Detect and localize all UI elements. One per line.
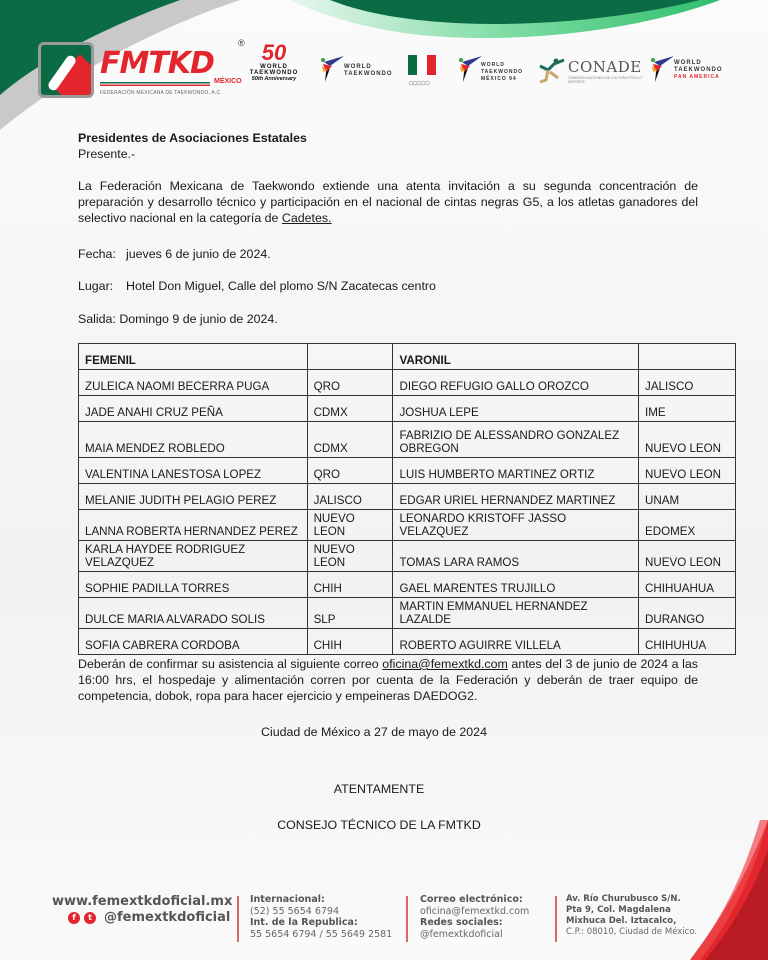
logos-row xyxy=(38,40,738,100)
website-link[interactable]: www.femextkdoficial.mx xyxy=(52,894,233,909)
footer xyxy=(0,890,768,950)
footer-divider xyxy=(555,896,557,942)
femenil-name-cell: LANNA ROBERTA HERNANDEZ PEREZ xyxy=(79,510,308,541)
wtp-line1: WORLD xyxy=(674,60,702,66)
address-line3: Mixhuca Del. Iztacalco, xyxy=(566,916,677,926)
intl-label: Internacional: xyxy=(250,894,325,905)
header-femenil-state xyxy=(307,344,393,370)
wtm-line2: TAEKWONDO xyxy=(481,69,523,75)
lugar-value: Hotel Don Miguel, Calle del plomo S/N Zacatecas centro xyxy=(126,279,436,293)
femenil-name-cell: KARLA HAYDEE RODRIGUEZ VELAZQUEZ xyxy=(79,541,308,572)
femenil-name-cell: MAIA MENDEZ ROBLEDO xyxy=(79,422,308,458)
table-row xyxy=(79,458,736,484)
femenil-state-cell: CDMX xyxy=(307,396,393,422)
wtm-line3: MÉXICO 94 xyxy=(481,76,517,82)
header-femenil: FEMENIL xyxy=(79,344,308,370)
olympic-rings-icon: ○○○○○ xyxy=(408,78,429,89)
confirmation-paragraph xyxy=(78,656,698,704)
salida-line: Salida: Domingo 9 de junio de 2024. xyxy=(78,312,278,326)
wt50-line1: WORLD xyxy=(260,64,288,70)
footer-email[interactable]: oficina@femextkd.com xyxy=(420,905,530,917)
femenil-name-cell: ZULEICA NAOMI BECERRA PUGA xyxy=(79,370,308,396)
closing: ATENTAMENTE xyxy=(333,782,425,796)
femenil-state-cell: QRO xyxy=(307,458,393,484)
varonil-name-cell: JOSHUA LEPE xyxy=(393,396,639,422)
femenil-state-cell: CDMX xyxy=(307,422,393,458)
table-row xyxy=(79,629,736,655)
greeting: Presente.- xyxy=(78,147,136,161)
table-row xyxy=(79,598,736,629)
femenil-name-cell: JADE ANAHI CRUZ PEÑA xyxy=(79,396,308,422)
fecha-label: Fecha: xyxy=(78,247,116,261)
conade-logo-text: CONADE xyxy=(568,58,642,76)
lugar-line xyxy=(78,278,698,294)
varonil-state-cell: NUEVO LEON xyxy=(639,541,736,572)
conade-runner-icon xyxy=(538,56,566,84)
wtm-line1: WORLD xyxy=(481,62,505,68)
femenil-state-cell: JALISCO xyxy=(307,484,393,510)
confirm-text-after: antes del 3 de junio de 2024 a las 16:00 hrs, el hospedaje y alimentación corren por cuenta de la Federación y deberán de traer equipo de competencia, dobok, ropa para hacer ejercicio y empeineras DAEDOG2. xyxy=(78,657,698,703)
femenil-state-cell: SLP xyxy=(307,598,393,629)
wt-mexico-logo-text xyxy=(481,62,523,83)
wt-50th-anniversary-logo xyxy=(244,42,304,82)
social-label: Redes sociales: xyxy=(420,917,503,928)
table-row xyxy=(79,572,736,598)
varonil-name-cell: MARTIN EMMANUEL HERNANDEZ LAZALDE xyxy=(393,598,639,629)
place-date: Ciudad de México a 27 de mayo de 2024 xyxy=(261,725,487,739)
femenil-name-cell: DULCE MARIA ALVARADO SOLIS xyxy=(79,598,308,629)
femenil-state-cell: QRO xyxy=(307,370,393,396)
femenil-name-cell: SOPHIE PADILLA TORRES xyxy=(79,572,308,598)
fmtkd-subtitle: FEDERACIÓN MEXICANA DE TAEKWONDO, A.C. xyxy=(100,90,222,96)
femenil-state-cell: NUEVO LEON xyxy=(307,510,393,541)
wtp-line2: TAEKWONDO xyxy=(674,67,723,73)
femenil-state-cell: CHIH xyxy=(307,629,393,655)
varonil-state-cell: NUEVO LEON xyxy=(639,458,736,484)
varonil-state-cell: JALISCO xyxy=(639,370,736,396)
conade-subtitle: COMISIÓN NACIONAL DE CULTURA FÍSICA Y DEPORTE xyxy=(568,76,643,84)
world-taekwondo-logo-text xyxy=(344,64,393,78)
header-varonil: VARONIL xyxy=(393,344,639,370)
varonil-name-cell: ROBERTO AGUIRRE VILLELA xyxy=(393,629,639,655)
footer-divider xyxy=(237,896,239,942)
footer-divider xyxy=(406,896,408,942)
address-line2: Pta 9, Col. Magdalena xyxy=(566,905,671,915)
table-row xyxy=(79,370,736,396)
world-taekwondo-kicker-icon xyxy=(320,54,346,84)
varonil-state-cell: IME xyxy=(639,396,736,422)
table-row xyxy=(79,396,736,422)
address-column xyxy=(566,894,697,938)
table-row xyxy=(79,541,736,572)
wt-panamerica-logo-text xyxy=(674,60,723,81)
varonil-name-cell: LEONARDO KRISTOFF JASSO VELAZQUEZ xyxy=(393,510,639,541)
wt-panamerica-kicker-icon xyxy=(650,54,676,84)
fmtkd-emblem-icon xyxy=(38,42,94,98)
national-label: Int. de la Republica: xyxy=(250,917,358,928)
varonil-state-cell: CHIHUHUA xyxy=(639,629,736,655)
intro-paragraph xyxy=(78,178,698,226)
varonil-state-cell: UNAM xyxy=(639,484,736,510)
national-phone: 55 5654 6794 / 55 5649 2581 xyxy=(250,928,393,940)
contact-column xyxy=(420,894,529,940)
facebook-icon[interactable]: f xyxy=(68,912,80,924)
wt-line2: TAEKWONDO xyxy=(344,71,393,77)
fmtkd-country: MÉXICO xyxy=(214,78,242,85)
confirm-text-before: Deberán de confirmar su asistencia al siguiente correo xyxy=(78,657,383,671)
table-row xyxy=(79,484,736,510)
wt50-line3: 50th Anniversary xyxy=(251,76,297,82)
mexico-flag-icon xyxy=(408,55,436,75)
category-name: Cadetes. xyxy=(281,211,332,225)
flag-stripes xyxy=(100,82,210,86)
wt50-line2: TAEKWONDO xyxy=(249,70,299,76)
varonil-name-cell: DIEGO REFUGIO GALLO OROZCO xyxy=(393,370,639,396)
email-label: Correo electrónico: xyxy=(420,894,523,905)
wt-line1: WORLD xyxy=(344,64,372,70)
registered-mark: ® xyxy=(238,38,245,48)
athletes-table xyxy=(78,343,736,655)
wtp-line3: PAN AMERICA xyxy=(674,74,720,80)
signature: CONSEJO TÉCNICO DE LA FMTKD xyxy=(277,818,481,832)
femenil-state-cell: CHIH xyxy=(307,572,393,598)
intro-text: La Federación Mexicana de Taekwondo extiende una atenta invitación a su segunda concentración de preparación y desarrollo técnico y participación en el nacional de cintas negras G5, a los atletas ganadores del selectivo nacional en la categoría de xyxy=(78,179,698,225)
wt50-number: 50 xyxy=(261,40,287,65)
header-varonil-state xyxy=(639,344,736,370)
lugar-label: Lugar: xyxy=(78,279,114,293)
femenil-name-cell: MELANIE JUDITH PELAGIO PEREZ xyxy=(79,484,308,510)
varonil-state-cell: CHIHUAHUA xyxy=(639,572,736,598)
addressee: Presidentes de Asociaciones Estatales xyxy=(78,131,307,145)
table-header-row xyxy=(79,344,736,370)
fecha-line xyxy=(78,246,698,262)
address-line4: C.P.: 08010, Ciudad de México. xyxy=(566,927,698,937)
varonil-name-cell: GAEL MARENTES TRUJILLO xyxy=(393,572,639,598)
phone-column xyxy=(250,894,392,940)
varonil-state-cell: DURANGO xyxy=(639,598,736,629)
femenil-name-cell: SOFIA CABRERA CORDOBA xyxy=(79,629,308,655)
femenil-state-cell: NUEVO LEON xyxy=(307,541,393,572)
fmtkd-logo-text: FMTKD xyxy=(100,46,214,81)
varonil-name-cell: FABRIZIO DE ALESSANDRO GONZALEZ OBREGON xyxy=(393,422,639,458)
footer-social-handle[interactable]: @femextkdoficial xyxy=(420,928,503,940)
varonil-name-cell: TOMAS LARA RAMOS xyxy=(393,541,639,572)
femenil-name-cell: VALENTINA LANESTOSA LOPEZ xyxy=(79,458,308,484)
social-handle[interactable]: @femextkdoficial xyxy=(104,910,231,925)
varonil-state-cell: EDOMEX xyxy=(639,510,736,541)
varonil-name-cell: EDGAR URIEL HERNANDEZ MARTINEZ xyxy=(393,484,639,510)
confirmation-email-link[interactable]: oficina@femextkd.com xyxy=(382,657,508,671)
fecha-value: jueves 6 de junio de 2024. xyxy=(126,247,271,261)
twitter-icon[interactable]: t xyxy=(84,912,96,924)
table-row xyxy=(79,422,736,458)
table-row xyxy=(79,510,736,541)
varonil-name-cell: LUIS HUMBERTO MARTINEZ ORTIZ xyxy=(393,458,639,484)
varonil-state-cell: NUEVO LEON xyxy=(639,422,736,458)
address-line1: Av. Río Churubusco S/N. xyxy=(566,894,681,904)
intl-phone: (52) 55 5654 6794 xyxy=(250,905,340,917)
social-row xyxy=(68,910,230,925)
